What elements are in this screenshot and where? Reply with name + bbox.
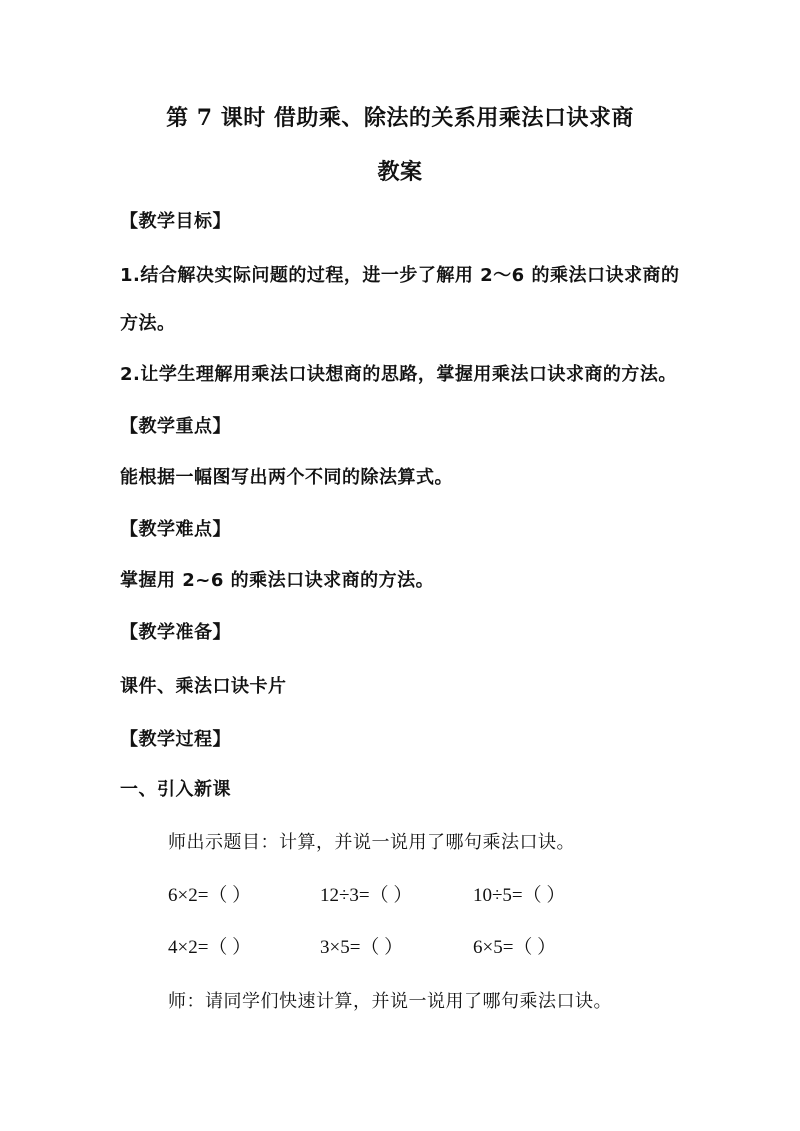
preparation-text: 课件、乘法口诀卡片 — [120, 676, 287, 697]
exercise-item: 3×5=（ ） — [320, 937, 404, 958]
exercise-row-1 — [168, 883, 618, 909]
exercise-row-2 — [168, 935, 618, 961]
page-title: 第 7 课时 借助乘、除法的关系用乘法口诀求商 — [166, 105, 634, 131]
key-points-heading: 【教学重点】 — [120, 416, 231, 437]
exercise-item: 6×2=（ ） — [168, 885, 252, 906]
preparation-heading: 【教学准备】 — [120, 622, 231, 643]
exercise-item: 6×5=（ ） — [473, 937, 557, 958]
objective-2: 2.让学生理解用乘法口诀想商的思路，掌握用乘法口诀求商的方法。 — [120, 364, 677, 385]
difficulties-heading: 【教学难点】 — [120, 519, 231, 540]
page-subtitle: 教案 — [377, 159, 423, 185]
difficulties-text: 掌握用 2~6 的乘法口诀求商的方法。 — [120, 570, 435, 591]
teacher-prompt: 师出示题目：计算，并说一说用了哪句乘法口诀。 — [168, 832, 575, 853]
objective-1-line-1: 1.结合解决实际问题的过程，进一步了解用 2～6 的乘法口诀求商的 — [120, 265, 680, 286]
exercise-item: 10÷5=（ ） — [473, 885, 566, 906]
objectives-heading: 【教学目标】 — [120, 211, 231, 232]
teacher-followup: 师：请同学们快速计算，并说一说用了哪句乘法口诀。 — [168, 991, 612, 1012]
process-heading: 【教学过程】 — [120, 729, 231, 750]
exercise-item: 12÷3=（ ） — [320, 885, 413, 906]
exercise-item: 4×2=（ ） — [168, 937, 252, 958]
part-1-heading: 一、引入新课 — [120, 779, 231, 800]
objective-1-line-2: 方法。 — [120, 313, 176, 334]
key-points-text: 能根据一幅图写出两个不同的除法算式。 — [120, 467, 453, 488]
